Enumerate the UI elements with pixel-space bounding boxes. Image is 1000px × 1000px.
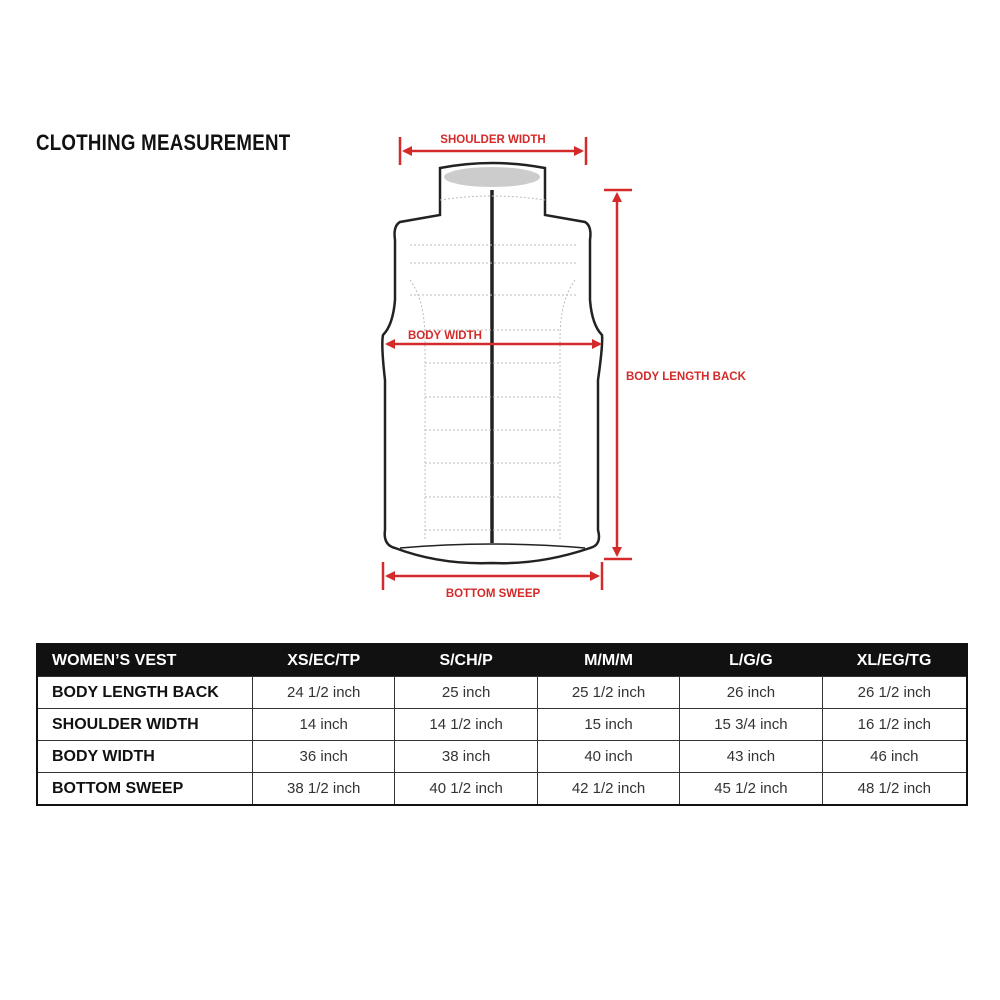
measurement-cell: 36 inch bbox=[253, 741, 395, 773]
measurement-cell: 26 1/2 inch bbox=[822, 677, 967, 709]
measurement-cell: 40 1/2 inch bbox=[395, 773, 537, 806]
measurement-cell: 15 inch bbox=[537, 709, 679, 741]
body-width-label: BODY WIDTH bbox=[408, 330, 482, 342]
row-label: SHOULDER WIDTH bbox=[37, 709, 253, 741]
measurement-cell: 14 inch bbox=[253, 709, 395, 741]
table-row bbox=[37, 741, 967, 773]
page-title: CLOTHING MEASUREMENT bbox=[36, 130, 291, 155]
table-row bbox=[37, 709, 967, 741]
header-cell: S/CH/P bbox=[395, 644, 537, 677]
measurement-cell: 25 1/2 inch bbox=[537, 677, 679, 709]
table-header-row bbox=[37, 644, 967, 677]
header-cell: XS/EC/TP bbox=[253, 644, 395, 677]
header-cell: M/M/M bbox=[537, 644, 679, 677]
measurement-cell: 45 1/2 inch bbox=[680, 773, 822, 806]
measurement-cell: 46 inch bbox=[822, 741, 967, 773]
vest-illustration bbox=[382, 163, 602, 563]
measurement-cell: 16 1/2 inch bbox=[822, 709, 967, 741]
size-table bbox=[36, 643, 968, 806]
row-label: BODY WIDTH bbox=[37, 741, 253, 773]
row-label: BOTTOM SWEEP bbox=[37, 773, 253, 806]
body-length-back-label: BODY LENGTH BACK bbox=[626, 371, 746, 383]
measurement-cell: 38 1/2 inch bbox=[253, 773, 395, 806]
measurement-cell: 40 inch bbox=[537, 741, 679, 773]
shoulder-width-label: SHOULDER WIDTH bbox=[440, 134, 546, 146]
header-cell: L/G/G bbox=[680, 644, 822, 677]
measurement-cell: 25 inch bbox=[395, 677, 537, 709]
measurement-cell: 24 1/2 inch bbox=[253, 677, 395, 709]
measurement-cell: 43 inch bbox=[680, 741, 822, 773]
table-row bbox=[37, 677, 967, 709]
measurement-cell: 14 1/2 inch bbox=[395, 709, 537, 741]
row-label: BODY LENGTH BACK bbox=[37, 677, 253, 709]
header-cell: XL/EG/TG bbox=[822, 644, 967, 677]
measurement-cell: 42 1/2 inch bbox=[537, 773, 679, 806]
bottom-sweep-label: BOTTOM SWEEP bbox=[445, 588, 541, 600]
header-cell: WOMEN’S VEST bbox=[37, 644, 253, 677]
measurement-cell: 48 1/2 inch bbox=[822, 773, 967, 806]
table-row bbox=[37, 773, 967, 806]
measurement-cell: 26 inch bbox=[680, 677, 822, 709]
measurement-cell: 15 3/4 inch bbox=[680, 709, 822, 741]
measurement-cell: 38 inch bbox=[395, 741, 537, 773]
